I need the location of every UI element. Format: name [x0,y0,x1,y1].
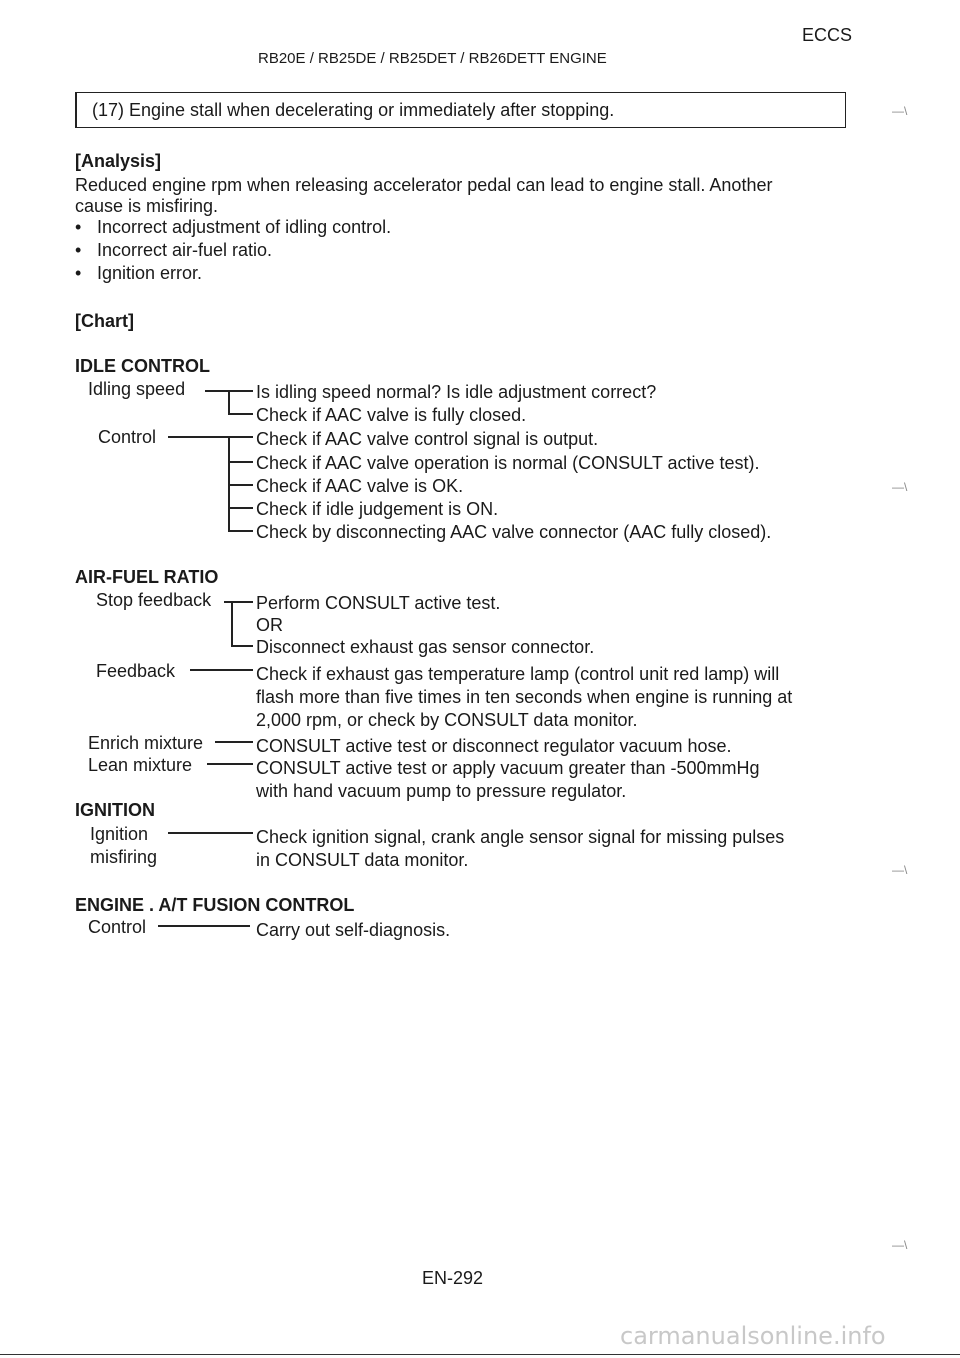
feedback-text-line: Check if exhaust gas temperature lamp (control unit red lamp) will [256,664,780,684]
connector-line [228,390,230,413]
feedback-text-line: flash more than five times in ten seconds when engine is running at [256,687,793,707]
connector-line [228,461,253,463]
connector-line [228,507,253,509]
ignition-label: misfiring [90,847,158,867]
page-title: (17) Engine stall when decelerating or immediately after stopping. [92,100,615,120]
connector-line [190,669,253,671]
fusion-control-heading: ENGINE . A/T FUSION CONTROL [75,895,355,915]
lean-mixture-text: CONSULT active test or apply vacuum greater than -500mmHg [256,758,760,778]
analysis-text-line2: cause is misfiring. [75,196,219,216]
feedback-text-line: 2,000 rpm, or check by CONSULT data monitor. [256,710,638,730]
margin-mark: —\ [892,863,908,877]
bullet-dot: • [75,217,82,237]
connector-line [228,413,253,415]
afr-check-item: Perform CONSULT active test. [256,593,501,613]
afr-or-label: OR [256,615,283,635]
fusion-control-text: Carry out self-diagnosis. [256,920,451,940]
ignition-label: Ignition [90,824,149,844]
idling-speed-label: Idling speed [88,379,186,399]
lean-mixture-text: with hand vacuum pump to pressure regulator. [256,781,627,801]
idle-control-heading: IDLE CONTROL [75,356,210,376]
connector-line [228,484,253,486]
chart-heading: [Chart] [75,311,134,331]
margin-mark: —\ [892,104,908,118]
fusion-control-label: Control [88,917,147,937]
afr-check-item: Disconnect exhaust gas sensor connector. [256,637,595,657]
idle-check-item: Check if AAC valve is fully closed. [256,405,527,425]
margin-mark: —\ [892,480,908,494]
ignition-heading: IGNITION [75,800,155,820]
connector-line [158,925,250,927]
connector-line [168,436,253,438]
enrich-mixture-text: CONSULT active test or disconnect regulator vacuum hose. [256,736,732,756]
ignition-text: in CONSULT data monitor. [256,850,469,870]
bullet-dot: • [75,263,82,283]
connector-line [207,763,253,765]
connector-line [231,601,233,645]
connector-line [228,530,253,532]
connector-line [231,645,253,647]
idle-check-item: Check if AAC valve operation is normal (CONSULT active test). [256,453,760,473]
idle-check-item: Check if AAC valve is OK. [256,476,464,496]
enrich-mixture-label: Enrich mixture [88,733,204,753]
analysis-bullet: Incorrect adjustment of idling control. [97,217,392,237]
lean-mixture-label: Lean mixture [88,755,193,775]
stop-feedback-label: Stop feedback [96,590,212,610]
analysis-text-line1: Reduced engine rpm when releasing accelerator pedal can lead to engine stall. Another [75,175,773,195]
footer-divider [0,1354,960,1355]
control-label: Control [98,427,157,447]
idle-check-item: Check by disconnecting AAC valve connector (AAC fully closed). [256,522,772,542]
section-label: ECCS [802,25,853,45]
page-number: EN-292 [422,1268,484,1288]
bullet-dot: • [75,240,82,260]
feedback-label: Feedback [96,661,176,681]
ignition-text: Check ignition signal, crank angle sensor signal for missing pulses [256,827,785,847]
analysis-heading: [Analysis] [75,151,162,171]
air-fuel-ratio-heading: AIR-FUEL RATIO [75,567,219,587]
idle-check-item: Check if AAC valve control signal is output. [256,429,599,449]
idle-check-item: Check if idle judgement is ON. [256,499,499,519]
connector-line [224,601,253,603]
analysis-bullet: Incorrect air-fuel ratio. [97,240,273,260]
engine-models: RB20E / RB25DE / RB25DET / RB26DETT ENGINE [258,50,607,67]
connector-line [228,436,230,530]
connector-line [215,741,253,743]
connector-line [168,832,253,834]
analysis-bullet: Ignition error. [97,263,203,283]
idle-check-item: Is idling speed normal? Is idle adjustment correct? [256,382,657,402]
watermark: carmanualsonline.info [620,1322,886,1350]
margin-mark: —\ [892,1238,908,1252]
